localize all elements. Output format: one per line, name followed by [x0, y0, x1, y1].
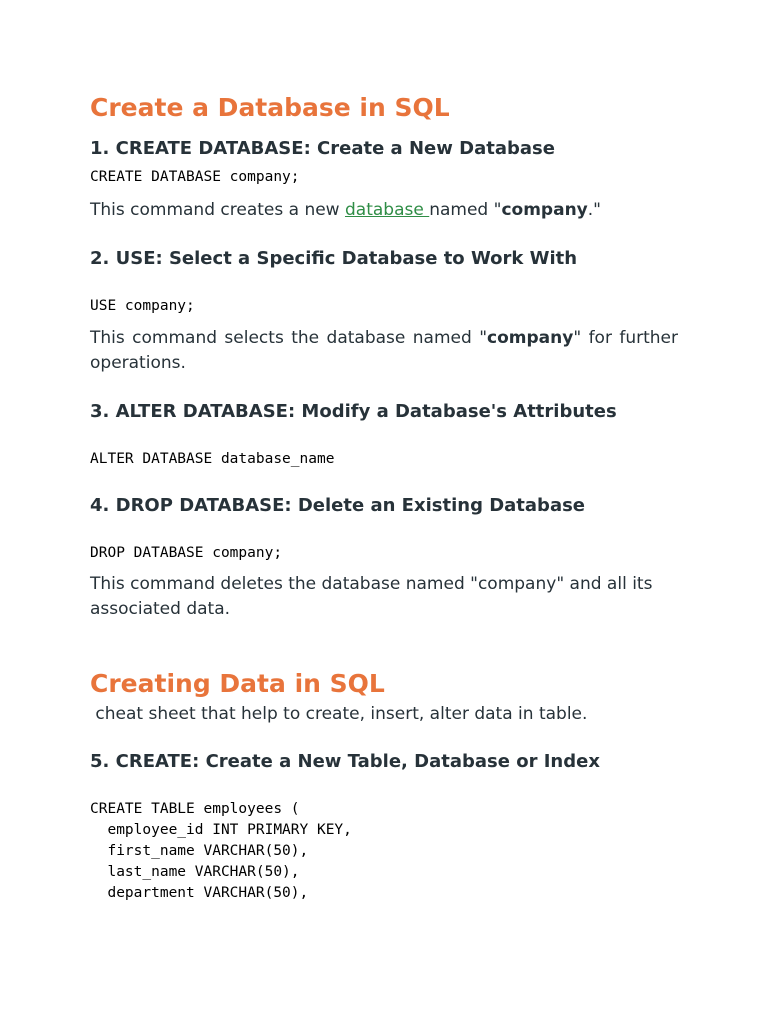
desc-text: ." — [587, 200, 601, 220]
desc-text: This command selects the database named " — [90, 328, 488, 348]
code-use: USE company; — [90, 298, 195, 314]
heading-alter-database: 3. ALTER DATABASE: Modify a Database's Attributes — [90, 401, 617, 422]
desc-text: named " — [429, 200, 502, 220]
desc-bold: company — [501, 200, 588, 220]
section-title-creating-data: Creating Data in SQL — [90, 669, 385, 698]
desc-text: " for further operations. — [90, 328, 679, 373]
code-line: last_name VARCHAR(50), — [90, 864, 300, 880]
desc-use — [90, 326, 678, 376]
desc-create-database — [90, 198, 678, 223]
desc-bold: company — [487, 328, 574, 348]
heading-create-table: 5. CREATE: Create a New Table, Database or Index — [90, 751, 600, 772]
section-intro: cheat sheet that help to create, insert, alter data in table. — [90, 704, 588, 724]
code-create-database: CREATE DATABASE company; — [90, 169, 300, 185]
code-line: employee_id INT PRIMARY KEY, — [90, 822, 352, 838]
code-line: department VARCHAR(50), — [90, 885, 309, 901]
desc-drop-database: This command deletes the database named "company" and all its associated data. — [90, 574, 653, 619]
heading-create-database: 1. CREATE DATABASE: Create a New Database — [90, 138, 555, 159]
desc-text: This command creates a new — [90, 200, 345, 220]
code-drop-database: DROP DATABASE company; — [90, 545, 283, 561]
database-link[interactable]: database — [344, 200, 430, 220]
heading-use: 2. USE: Select a Specific Database to Work With — [90, 248, 578, 269]
code-alter-database: ALTER DATABASE database_name — [90, 451, 335, 467]
heading-drop-database: 4. DROP DATABASE: Delete an Existing Database — [90, 495, 586, 516]
code-line: CREATE TABLE employees ( — [90, 801, 300, 817]
code-line: first_name VARCHAR(50), — [90, 843, 309, 859]
section-title-create-database: Create a Database in SQL — [90, 93, 450, 122]
